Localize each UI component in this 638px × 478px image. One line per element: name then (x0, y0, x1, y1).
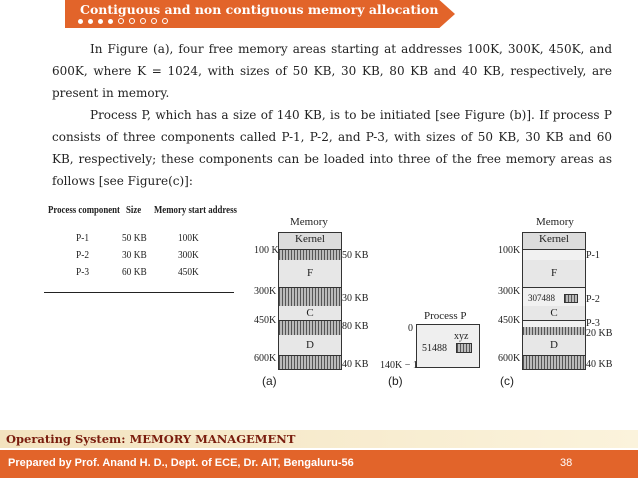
author-footer (0, 450, 638, 478)
fig-c-caption: (c) (500, 374, 514, 388)
fig-a-kernel: Kernel (279, 233, 341, 250)
fig-b-xyz: xyz (454, 331, 469, 342)
table-header-size: Size (126, 204, 142, 216)
table-cell: 50 KB (122, 232, 147, 244)
course-footer (0, 430, 638, 448)
fig-c-addr-450k: 450K (498, 315, 521, 326)
table-divider (44, 292, 234, 293)
fig-b-title: Process P (424, 310, 467, 322)
fig-a-segment-d: D (279, 335, 341, 356)
fig-a-segment-c: C (279, 306, 341, 321)
paragraph-1: In Figure (a), four free memory areas starting at addresses 100K, 300K, 450K, and 600K, where K = 1024, with sizes of 50 KB, 30 KB, 80 KB and 40 KB, respectively, are present in memory. (52, 42, 612, 100)
fig-c-title: Memory (536, 216, 574, 228)
fig-a-addr-100k: 100 K (254, 245, 279, 256)
fig-a-addr-300k: 300K (254, 286, 277, 297)
fig-c-xyz-cell (564, 294, 578, 303)
fig-c-segment-d: D (523, 335, 585, 356)
course-title: Operating System: MEMORY MANAGEMENT (6, 432, 296, 446)
table-cell: 60 KB (122, 266, 147, 278)
fig-a-size-50: 50 KB (342, 250, 369, 261)
fig-a-free-area-2 (279, 288, 341, 306)
fig-b-value: 51488 (422, 343, 447, 354)
fig-c-p3-label: P-3 (586, 318, 600, 329)
fig-a-segment-f: F (279, 260, 341, 288)
table-cell: P-2 (76, 249, 89, 261)
fig-a-addr-450k: 450K (254, 315, 277, 326)
fig-c-segment-c: C (523, 306, 585, 321)
table-cell: 100K (178, 232, 199, 244)
table-cell: 300K (178, 249, 199, 261)
slide-title: Contiguous and non contiguous memory allocation (80, 2, 439, 17)
fig-c-free-area-40kb (523, 356, 585, 369)
fig-c-p1-label: P-1 (586, 250, 600, 261)
table-header-component: Process component (48, 204, 120, 216)
fig-c-size-40: 40 KB (586, 359, 613, 370)
fig-c-kernel: Kernel (523, 233, 585, 250)
page-number: 38 (560, 457, 573, 469)
fig-c-p2-label: P-2 (586, 294, 600, 305)
decorative-dots (78, 17, 168, 25)
table-cell: P-3 (76, 266, 89, 278)
fig-a-title: Memory (290, 216, 328, 228)
table-header-address: Memory start address (154, 204, 237, 216)
fig-c-value: 307488 (528, 293, 555, 303)
table-cell: P-1 (76, 232, 89, 244)
fig-c-addr-100k: 100K (498, 245, 521, 256)
fig-c-segment-f: F (523, 260, 585, 288)
fig-a-free-area-3 (279, 321, 341, 335)
fig-b-zero: 0 (408, 323, 413, 334)
fig-a-memory-column (278, 232, 342, 370)
fig-a-addr-600k: 600K (254, 353, 277, 364)
fig-a-free-area-4 (279, 356, 341, 369)
author-credit: Prepared by Prof. Anand H. D., Dept. of ECE, Dr. AIT, Bengaluru-56 (8, 457, 354, 469)
body-text (52, 38, 612, 192)
fig-c-free-area-20kb (523, 327, 585, 335)
paragraph-2: Process P, which has a size of 140 KB, is to be initiated [see Figure (b)]. If process P consists of three components called P-1, P-2, and P-3, with sizes of 50 KB, 30 KB and 60 KB, respectively; these components can be loaded into three of the free memory areas as follows [see Figure(c)]: (52, 108, 612, 188)
fig-c-size-20: 20 KB (586, 328, 613, 339)
fig-a-size-40: 40 KB (342, 359, 369, 370)
fig-a-size-30: 30 KB (342, 293, 369, 304)
fig-b-end: 140K − 1 (380, 360, 418, 371)
fig-a-size-80: 80 KB (342, 321, 369, 332)
fig-b-xyz-cell (456, 343, 472, 353)
fig-a-caption: (a) (262, 374, 277, 388)
table-cell: 30 KB (122, 249, 147, 261)
fig-c-addr-600k: 600K (498, 353, 521, 364)
fig-a-free-area-1 (279, 250, 341, 260)
fig-c-addr-300k: 300K (498, 286, 521, 297)
table-cell: 450K (178, 266, 199, 278)
fig-b-caption: (b) (388, 374, 403, 388)
